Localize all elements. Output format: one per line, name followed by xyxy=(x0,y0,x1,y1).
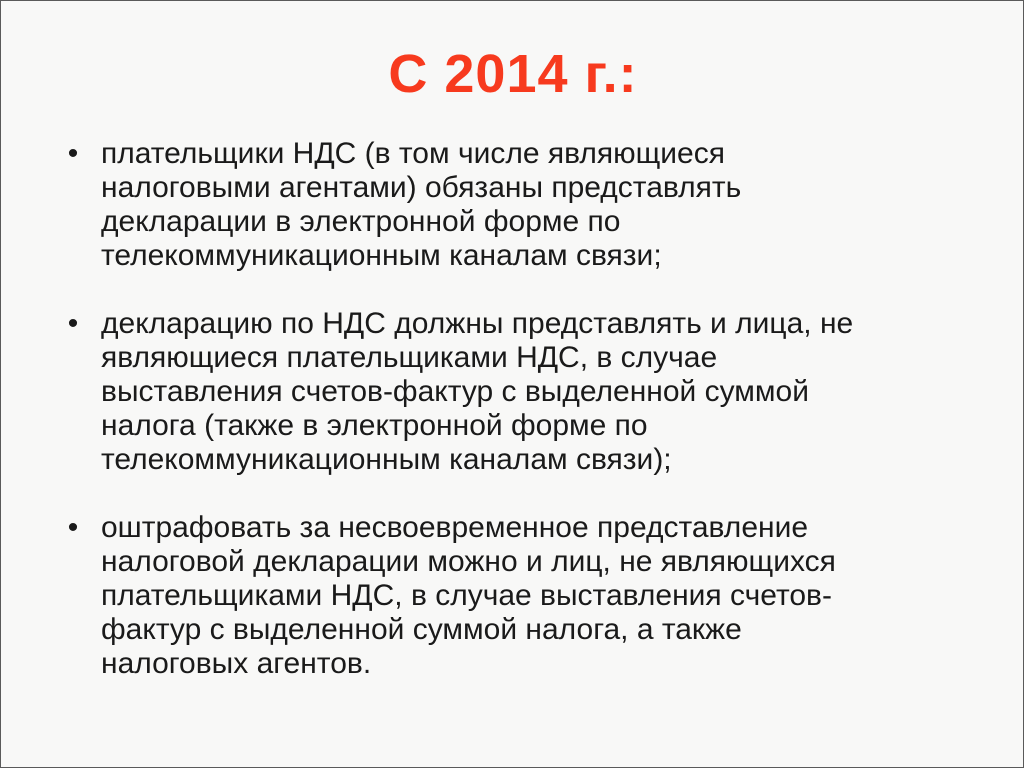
bullet-text xyxy=(101,511,961,681)
bullet-line: плательщики НДС (в том числе являющиеся xyxy=(101,137,725,170)
bullet-line: оштрафовать за несвоевременное представление xyxy=(101,511,809,544)
slide-title: С 2014 г.: xyxy=(388,44,638,104)
bullet-item xyxy=(61,307,961,477)
bullet-list xyxy=(61,137,961,715)
bullet-line: декларации в электронной форме по xyxy=(101,205,621,238)
bullet-line: плательщиками НДС, в случае выставления счетов- xyxy=(101,579,832,612)
bullet-line: выставления счетов-фактур с выделенной суммой xyxy=(101,375,810,408)
bullet-line: налоговой декларации можно и лиц, не являющихся xyxy=(101,545,836,578)
bullet-line: декларацию по НДС должны представлять и лица, не xyxy=(101,307,854,340)
bullet-line: являющиеся плательщиками НДС, в случае xyxy=(101,341,718,374)
bullet-dot-icon: • xyxy=(67,511,79,544)
bullet-dot-icon: • xyxy=(67,307,79,340)
bullet-line: телекоммуникационным каналам связи); xyxy=(101,443,672,476)
bullet-line: налоговыми агентами) обязаны представлять xyxy=(101,171,742,204)
bullet-dot-icon: • xyxy=(67,137,79,170)
bullet-line: телекоммуникационным каналам связи; xyxy=(101,239,662,272)
bullet-line: налога (также в электронной форме по xyxy=(101,409,648,442)
bullet-text xyxy=(101,307,961,477)
bullet-line: налоговых агентов. xyxy=(101,647,372,680)
bullet-text xyxy=(101,137,961,273)
bullet-item xyxy=(61,511,961,681)
bullet-item xyxy=(61,137,961,273)
bullet-line: фактур с выделенной суммой налога, а также xyxy=(101,613,742,646)
